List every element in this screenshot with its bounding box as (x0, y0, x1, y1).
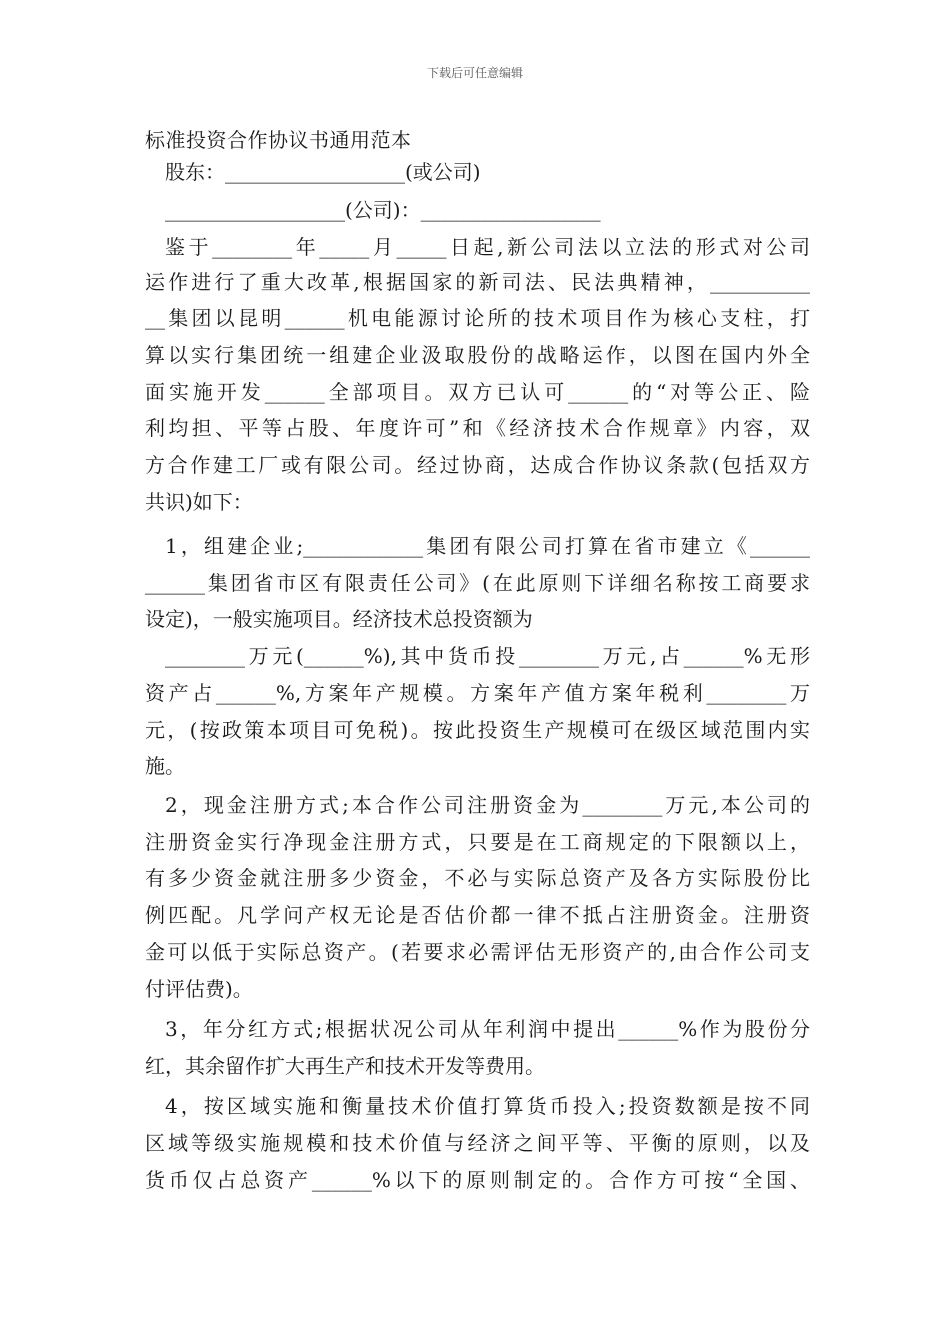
paragraph-line: 付评估费)。 (145, 977, 253, 1001)
paragraph-line: __________________(公司)：__________________ (165, 198, 601, 222)
paragraph-line: 区域等级实施规模和技术价值与经济之间平等、平衡的原则，以及 (145, 1131, 810, 1155)
paragraph-line: ______集团省市区有限责任公司》(在此原则下详细名称按工商要求 (145, 571, 810, 595)
paragraph-line: 设定)，一般实施项目。经济技术总投资额为 (145, 607, 533, 631)
paragraph-line: 资产占______%,方案年产规模。方案年产值方案年税利________万 (145, 681, 810, 705)
paragraph-line: __集团以昆明______机电能源讨论所的技术项目作为核心支柱，打 (145, 306, 810, 330)
paragraph-line: 施。 (145, 754, 185, 778)
header-note: 下载后可任意编辑 (426, 66, 523, 80)
paragraph-line: 金可以低于实际总资产。(若要求必需评估无形资产的,由合作公司支 (145, 940, 810, 964)
paragraph-line: 1，组建企业;____________集团有限公司打算在省市建立《______ (165, 534, 810, 558)
paragraph-line: 例匹配。凡学问产权无论是否估价都一律不抵占注册资金。注册资 (145, 903, 810, 927)
paragraph-line: 红，其余留作扩大再生产和技术开发等费用。 (145, 1054, 545, 1078)
paragraph-line: 货币仅占总资产______%以下的原则制定的。合作方可按“全国、 (145, 1168, 810, 1192)
paragraph-line: 注册资金实行净现金注册方式，只要是在工商规定的下限额以上， (145, 830, 810, 854)
paragraph-line: 利均担、平等占股、年度许可”和《经济技术合作规章》内容，双 (145, 416, 810, 440)
paragraph-line: ________万元(______%),其中货币投________万元,占______%无形 (165, 644, 810, 668)
paragraph-line: 元，(按政策本项目可免税)。按此投资生产规模可在级区域范围内实 (145, 718, 810, 742)
paragraph-line: 有多少资金就注册多少资金，不必与实际总资产及各方实际股份比 (145, 866, 810, 890)
paragraph-line: 4，按区域实施和衡量技术价值打算货币投入;投资数额是按不同 (165, 1094, 810, 1118)
paragraph-line: 方合作建工厂或有限公司。经过协商，达成合作协议条款(包括双方 (145, 453, 810, 477)
paragraph-line: 算以实行集团统一组建企业汲取股份的战略运作，以图在国内外全 (145, 343, 810, 367)
document-title: 标准投资合作协议书通用范本 (145, 128, 412, 152)
paragraph-line: 3，年分红方式;根据状况公司从年利润中提出______%作为股份分 (165, 1017, 810, 1041)
paragraph-line: 股东：__________________(或公司) (165, 160, 481, 184)
paragraph-line: 2，现金注册方式;本合作公司注册资金为________万元,本公司的 (165, 793, 810, 817)
paragraph-line: 共识)如下： (145, 490, 253, 514)
paragraph-line: 面实施开发______全部项目。双方已认可______的“对等公正、险 (145, 380, 810, 404)
paragraph-line: 运作进行了重大改革,根据国家的新司法、民法典精神，__________ (145, 270, 810, 294)
paragraph-line: 鉴于________年_____月_____日起,新公司法以立法的形式对公司 (165, 235, 810, 259)
